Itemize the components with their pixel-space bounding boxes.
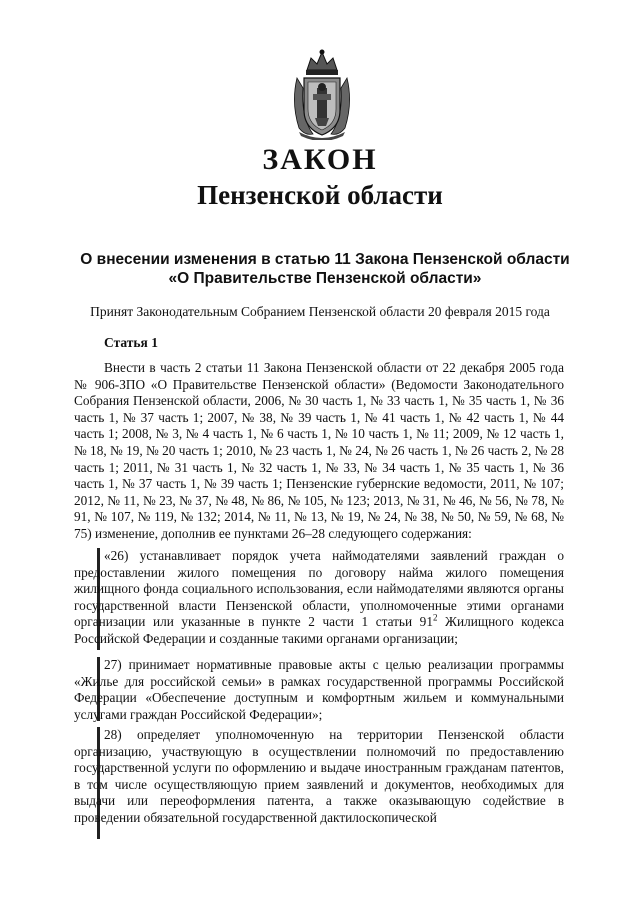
adoption-line: Принят Законодательным Собранием Пензенской области 20 февраля 2015 года — [90, 304, 550, 319]
item-26-text-end: Жилищного кодекса Российской Федерации и созданные такими органами организации; — [74, 614, 564, 646]
penza-coat-of-arms-icon — [289, 48, 355, 140]
law-subject-line-1: О внесении изменения в статью 11 Закона Пензенской области — [80, 251, 570, 268]
item-28-paragraph: 28) определяет уполномоченную на территории Пензенской области организацию, участвующую в осуществлении полномочий по предоставлению государственной услуги по оформлению и выдаче иностранным гражданам патентов, в том числе осуществляющую прием заявлений и документов, необходимых для выдачи или переоформления патента, а также оказывающую содействие в проведении обязательной государственной дактилоскопической — [74, 727, 564, 825]
item-26-superscript: 2 — [432, 612, 438, 623]
law-title: ЗАКОН — [262, 143, 378, 176]
law-region: Пензенской области — [197, 180, 443, 210]
article-1-intro-paragraph: Внести в часть 2 статьи 11 Закона Пензенской области от 22 декабря 2005 года № 906-ЗПО «О Правительстве Пензенской области» (Ведомости Законодательного Собрания Пензенской области, 2006, № 30 часть 1, № 33 часть 1, № 35 часть 1, № 36 часть 1, № 37 часть 1; 2007, № 38, № 39 часть 1, № 41 часть 1, № 42 часть 1, № 44 часть 1; 2008, № 3, № 4 часть 1, № 6 часть 1, № 10 часть 1, № 11; 2009, № 12 часть 1, № 18, № 19, № 20 часть 1; 2010, № 23 часть 1, № 24, № 26 часть 1, № 26 часть 2, № 28 часть 1; 2011, № 31 часть 1, № 32 часть 1, № 33, № 34 часть 1, № 35 часть 1, № 36 часть 1, № 37 часть 1, № 39 часть 1; Пензенские губернские ведомости, 2011, № 107; 2012, № 11, № 23, № 37, № 48, № 86, № 105, № 123; 2013, № 31, № 46, № 56, № 78, № 91, № 107, № 119, № 132; 2014, № 11, № 13, № 19, № 24, № 38, № 50, № 59, № 68, № 75) изменение, дополнив ее пунктами 26–28 следующего содержания: — [74, 360, 564, 541]
item-27-paragraph: 27) принимает нормативные правовые акты с целью реализации программы «Жилье для российской семьи» в рамках государственной программы Российской Федерации «Обеспечение доступным и комфортным жильем и коммунальными услугами граждан Российской Федерации»; — [74, 657, 564, 722]
law-subject — [60, 250, 590, 288]
article-heading: Статья 1 — [104, 335, 158, 350]
item-26-text: «26) устанавливает порядок учета наймодателями заявлений граждан о предоставлении жилого помещения по договору найма жилого помещения жилищного фонда социального использования, если наймодателями являются органы государственной власти Пензенской области, уполномоченные этими органами организации или указанные в пункте 2 части 1 статьи 91 — [74, 548, 564, 630]
item-26-paragraph — [74, 548, 564, 648]
law-subject-line-2: «О Правительстве Пензенской области» — [168, 270, 482, 287]
